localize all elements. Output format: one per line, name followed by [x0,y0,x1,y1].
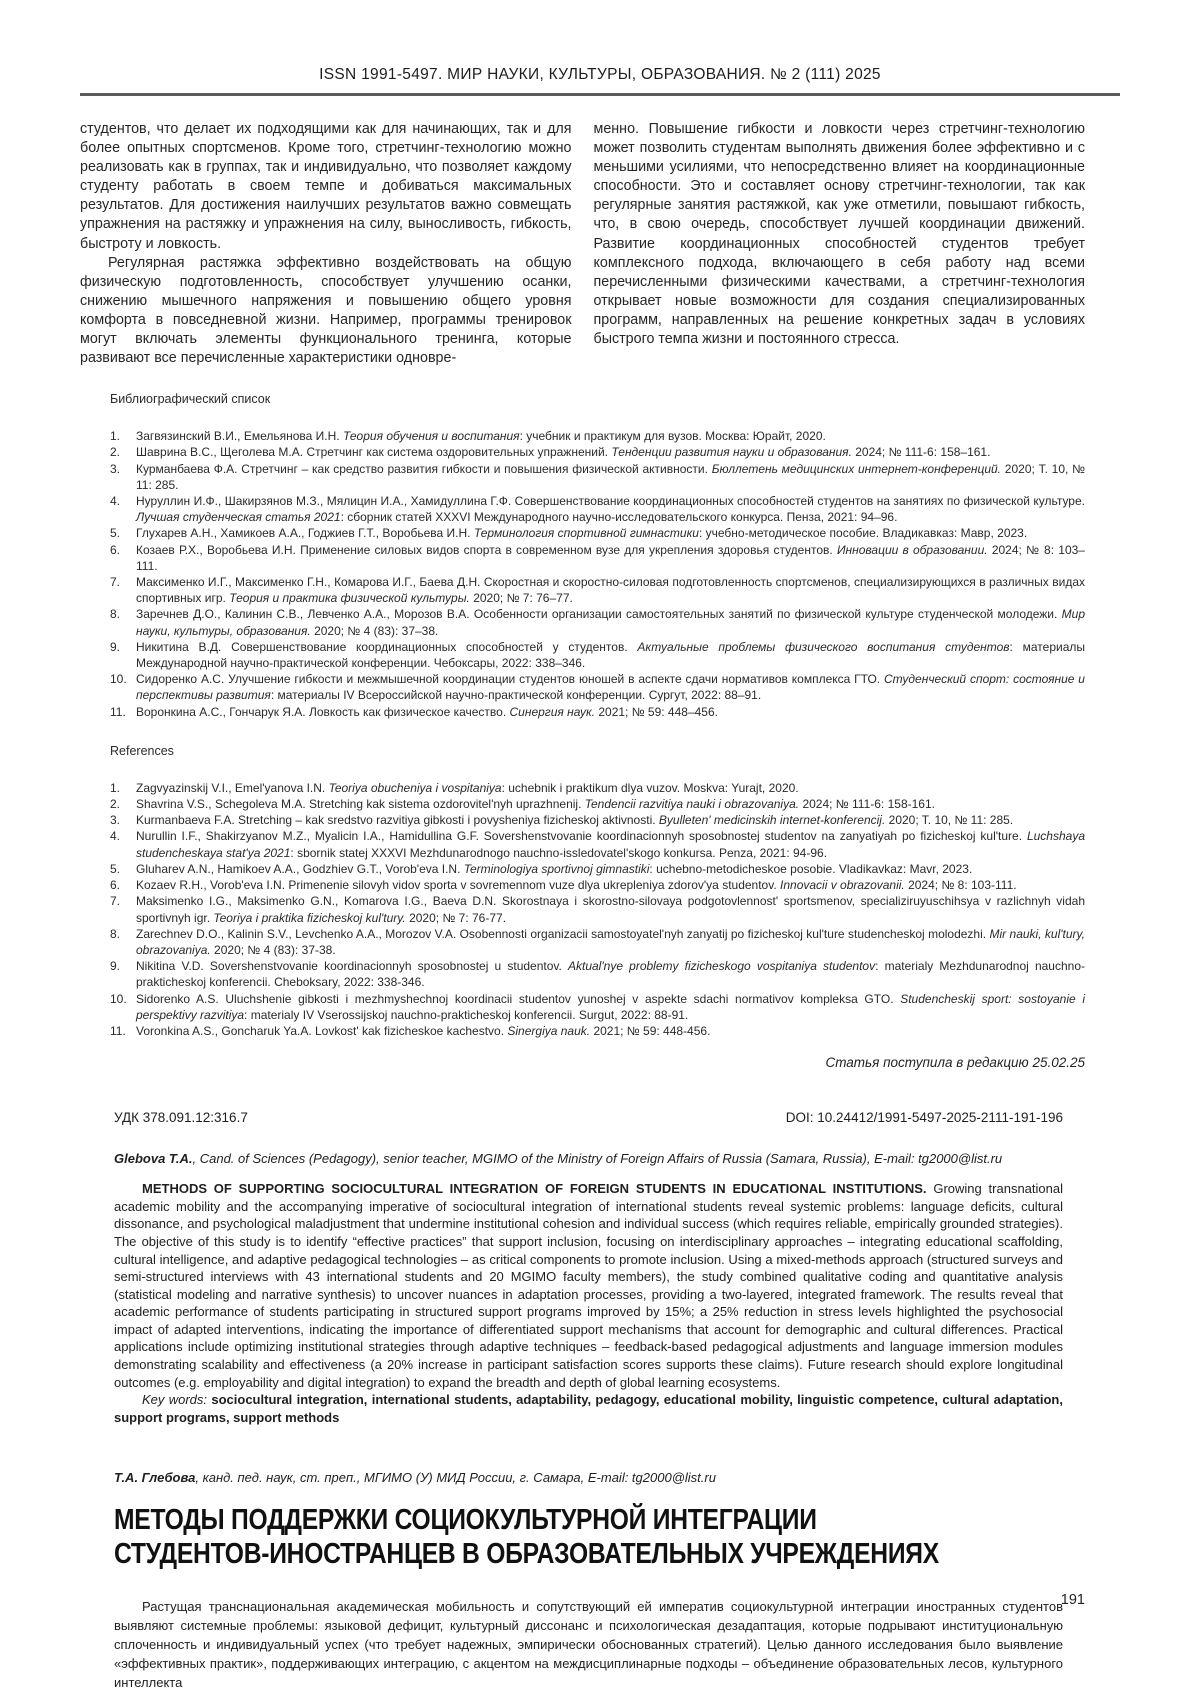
reference-item-number: 9. [110,639,121,654]
reference-source-italic: Теория обучения и воспитания [342,429,520,444]
author-line-ru [114,1470,1063,1485]
bibliography-list [80,428,1085,720]
reference-text: Voronkina A.S., Goncharuk Ya.A. Lovkost' kak fizicheskoe kachestvo. [136,1023,508,1038]
reference-text: Загвязинский В.И., Емельянова И.Н. [136,429,343,444]
reference-text: : учебник и практикум для вузов. Москва: Юрайт, 2020. [519,429,826,444]
right-column [594,120,1086,368]
left-column [80,120,572,368]
author-name-ru: Т.А. Глебова [114,1470,196,1486]
reference-item-number: 8. [110,926,121,941]
article-continuation [80,120,1085,368]
bibliography-section [80,392,1085,720]
abstract-body-en: Growing transnational academic mobility and the accompanying imperative of sociocultural integration of international students reveal systemic problems: language deficits, cultural dissonance, and psychological maladjustment that undermine institutional cohesion and individual success (which requires reliable, empirically grounded strategies). The objective of this study is to identify “effective practices” that support inclusion, focusing on interdisciplinary approaches – integrating educational scaffolding, cultural intelligence, and adaptive pedagogical technologies – as critical components to promote inclusion. Using a mixed-methods approach (structured surveys and semi-structured interviews with 43 international students and 20 MGIMO faculty members), the study combined qualitative coding and quantitative analysis (statistical modeling and narrative synthesis) to uncover nuances in adaptation processes, providing a two-layered, integrated framework. The results reveal that academic performance of students participating in structured support programs improved by 15%; a 25% reduction in stress levels highlighted the psychosocial impact of adapted interventions, indicating the importance of differentiated support mechanisms that account for demographic and cultural differences. Practical applications include optimizing institutional strategies through adaptive techniques – feedback-based pedagogical adjustments and language immersion modules demonstrating scalability and effectiveness (a 20% increase in participant satisfaction scores supports these claims). Future research should explore longitudinal outcomes (e.g. employability and digital integration) to expand the breadth and depth of global learning ecosystems. [114,1181,1063,1390]
reference-item-number: 3. [110,461,121,476]
reference-item [110,812,1085,828]
reference-text: Нуруллин И.Ф., Шакирзянов М.З., Мялицин И.А., Хамидуллина Г.Ф. Совершенствование координационных способностей студентов на занятиях по физической культуре. [136,494,1085,509]
reference-text: : материалы Международной научно-практической конференции. Чебоксары, 2022: 338–346. [136,639,1085,671]
reference-item [110,780,1085,796]
reference-text: 2020; № 4 (83): 37–38. [310,623,439,638]
reference-text: Nikitina V.D. Sovershenstvovanie koordinacionnyh sposobnostej u studentov. [136,959,568,974]
reference-source-italic: Byulleten' medicinskih internet-konferencij. [658,813,886,828]
reference-text: 2021; № 59: 448–456. [595,704,718,719]
reference-text: Nurullin I.F., Shakirzyanov M.Z., Myalicin I.A., Hamidullina G.F. Sovershenstvovanie koordinacionnyh sposobnostej studentov na zanyatiyah po fizicheskoj kul'ture. [136,829,1027,844]
reference-item [110,877,1085,893]
reference-source-italic: Innovacii v obrazovanii. [780,878,905,893]
reference-item-number: 10. [110,991,127,1006]
reference-source-italic: Teoriya obucheniya i vospitaniya [328,780,502,795]
reference-text: : uchebnik i praktikum dlya vuzov. Moskva: Yurajt, 2020. [501,780,799,795]
reference-source-italic: Studencheskij sport: sostoyanie i perspektivy razvitiya [136,991,1085,1022]
reference-text: 2020; № 7: 76–77. [469,591,573,606]
reference-source-italic: Мир науки, культуры, образования. [136,607,1085,638]
meta-row [114,1110,1063,1125]
reference-item [110,444,1085,460]
abstract-en [114,1180,1063,1391]
reference-text: : uchebno-metodicheskoe posobie. Vladikavkaz: Mavr, 2023. [649,861,973,876]
paragraph: Регулярная растяжка эффективно воздействовать на общую физическую подготовленность, способствует улучшению осанки, снижению мышечного напряжения и повышению общего уровня комфорта в повседневной жизни. Например, программы тренировок могут включать элементы функционального тренинга, которые развивают все перечисленные характеристики одновре- [80,254,572,367]
header-rule [80,93,1120,96]
reference-text: Zarechnev D.O., Kalinin S.V., Levchenko A.A., Morozov V.A. Osobennosti organizacii samostoyatel'nyh zanyatij po fizicheskoj kul'ture studencheskoj molodezhi. [136,926,990,941]
references-section [80,744,1085,1039]
abstract-title-en: METHODS OF SUPPORTING SOCIOCULTURAL INTEGRATION OF FOREIGN STUDENTS IN EDUCATIONAL INSTITUTIONS. [142,1181,927,1197]
author-affiliation-ru: , канд. пед. наук, ст. преп., МГИМО (У) МИД России, г. Самара, E-mail: tg2000@list.ru [195,1470,716,1486]
reference-text: Maksimenko I.G., Maksimenko G.N., Komarova I.G., Baeva D.N. Skorostnaya i skorostno-silovaya podgotovlennost' sportsmenov, specializiruyuschihsya v razlichnyh vidah sportivnyh igr. [136,894,1085,925]
reference-item [110,671,1085,703]
reference-item-number: 3. [110,813,121,828]
reference-source-italic: Синергия наук. [509,704,596,719]
reference-text: Kurmanbaeva F.A. Stretching – kak sredstvo razvitiya gibkosti i povysheniya fizicheskoj aktivnosti. [136,813,659,828]
reference-item-number: 4. [110,494,121,509]
reference-source-italic: Tendencii razvitiya nauki i obrazovaniya. [584,797,800,812]
article-title-line1: МЕТОДЫ ПОДДЕРЖКИ СОЦИОКУЛЬТУРНОЙ ИНТЕГРАЦИИ [114,1504,817,1537]
reference-item-number: 6. [110,542,121,557]
reference-item-number: 9. [110,959,121,974]
reference-item-number: 5. [110,861,121,876]
reference-item-number: 5. [110,526,121,541]
reference-text: Козаев Р.Х., Воробьева И.Н. Применение силовых видов спорта в современном вузе для укрепления здоровья студентов. [136,542,837,557]
page-number: 191 [1060,1592,1085,1608]
reference-source-italic: Бюллетень медицинских интернет-конференций. [711,461,1002,476]
journal-header-line: ISSN 1991-5497. МИР НАУКИ, КУЛЬТУРЫ, ОБРАЗОВАНИЯ. № 2 (111) 2025 [319,66,881,83]
reference-item [110,861,1085,877]
reference-text: Kozaev R.H., Vorob'eva I.N. Primenenie silovyh vidov sporta v sovremennom vuze dlya ukrepleniya zdorov'ya studentov. [136,878,781,893]
reference-item-number: 1. [110,429,121,444]
reference-item [110,893,1085,925]
reference-text: : сборник статей XXXVI Международного научно-исследовательского конкурса. Пенза, 2021: 94–96. [340,510,898,525]
reference-item-number: 10. [110,672,127,687]
reference-item-number: 1. [110,780,121,795]
reference-text: : учебно-методическое пособие. Владикавказ: Мавр, 2023. [698,526,1028,541]
reference-item-number: 2. [110,797,121,812]
received-note: Статья поступила в редакцию 25.02.25 [825,1055,1085,1071]
reference-item [110,428,1085,444]
reference-source-italic: Студенческий спорт: состояние и перспективы развития [136,672,1085,703]
reference-text: : materialy IV Vserossijskoj nauchno-prakticheskoj konferencii. Surgut, 2022: 88-91. [244,1007,689,1022]
reference-source-italic: Терминология спортивной гимнастики [473,526,699,541]
reference-item-number: 11. [110,1023,126,1038]
reference-item [110,1023,1085,1039]
reference-item-number: 7. [110,894,121,909]
reference-item [110,828,1085,860]
reference-text: 2024; № 111-6: 158-161. [799,797,935,812]
reference-text: Заречнев Д.О., Калинин С.В., Левченко А.А., Морозов В.А. Особенности организации самостоятельных занятий по физической культуре студенческой молодежи. [136,607,1062,622]
reference-source-italic: Актуальные проблемы физического воспитания студентов [637,639,1010,654]
reference-source-italic: Инновации в образовании. [836,542,988,557]
references-list [80,780,1085,1039]
reference-item [110,461,1085,493]
reference-source-italic: Terminologiya sportivnoj gimnastiki [463,861,650,876]
article-title-line2: СТУДЕНТОВ-ИНОСТРАНЦЕВ В ОБРАЗОВАТЕЛЬНЫХ УЧРЕЖДЕНИЯХ [114,1538,939,1571]
reference-text: Sidorenko A.S. Uluchshenie gibkosti i mezhmyshechnoj koordinacii studentov yunoshej v aspekte sdachi normativov kompleksa GTO. [136,991,901,1006]
reference-item-number: 8. [110,607,121,622]
reference-text: : материалы IV Всероссийской научно-практической конференции. Сургут, 2022: 88–91. [270,688,762,703]
reference-text: Gluharev A.N., Hamikoev A.A., Godzhiev G.T., Vorob'eva I.N. [136,861,464,876]
reference-text: Воронкина А.С., Гончарук Я.А. Ловкость как физическое качество. [136,704,510,719]
reference-source-italic: Теория и практика физической культуры. [229,591,470,606]
reference-text: Никитина В.Д. Совершенствование координационных способностей у студентов. [136,639,638,654]
author-name-en: Glebova T.A. [114,1151,193,1167]
reference-text: 2020; № 4 (83): 37-38. [210,942,336,957]
reference-item [110,606,1085,638]
reference-item [110,704,1085,720]
keywords-text: sociocultural integration, international students, adaptability, pedagogy, educational mobility, linguistic competence, cultural adaptation, support programs, support methods [114,1392,1063,1425]
reference-source-italic: Sinergiya nauk. [507,1023,591,1038]
bibliography-heading: Библиографический список [110,392,271,407]
reference-text: Шаврина В.С., Щеголева М.А. Стретчинг как система оздоровительных упражнений. [136,445,612,460]
reference-item [110,525,1085,541]
reference-item [110,542,1085,574]
keywords-en [114,1391,1063,1426]
reference-item [110,574,1085,606]
udc-code: УДК 378.091.12:316.7 [114,1110,248,1126]
reference-source-italic: Mir nauki, kul'tury, obrazovaniya. [136,926,1085,957]
keywords-label: Key words: [142,1392,208,1408]
reference-item [110,639,1085,671]
reference-item-number: 7. [110,575,121,590]
reference-text: : sbornik statej XXXVI Mezhdunarodnogo nauchno-issledovatel'skogo konkursa. Penza, 2021: 94-96. [290,845,828,860]
doi-code: DOI: 10.24412/1991-5497-2025-2111-191-196 [785,1110,1063,1126]
paragraph-continuation: студентов, что делает их подходящими как для начинающих, так и для более опытных спортсменов. Кроме того, стретчинг-технологию можно реализовать как в группах, так и индивидуально, что позволяет каждому студенту работать в своем темпе и добиваться максимальных результатов. Для достижения наилучших результатов важно совмещать упражнения на растяжку и упражнения на силу, выносливость, гибкость, быстроту и ловкость. [80,121,572,252]
reference-source-italic: Тенденции развития науки и образования. [611,445,852,460]
reference-item [110,991,1085,1023]
reference-text: 2024; № 8: 103-111. [904,878,1017,893]
reference-item-number: 11. [110,704,126,719]
abstract-ru: Растущая транснациональная академическая мобильность и сопутствующий ей императив социокультурной интеграции иностранных студентов выявляют системные проблемы: языковой дефицит, культурный диссонанс и психологическая дезадаптация, которые подрывают институциональную сплоченность и индивидуальный успех (что требует надежных, эмпирически обоснованных стратегий). Целью данного исследования было выявление «эффективных практик», поддерживающих интеграцию, с акцентом на междисциплинарные подходы – объединение образовательных лесов, культурного интеллекта [114,1599,1063,1691]
reference-text: Shavrina V.S., Schegoleva M.A. Stretching kak sistema ozdorovitel'nyh uprazhnenij. [136,797,585,812]
reference-text: 2020; № 7: 76-77. [405,910,507,925]
author-line-en [114,1151,1063,1166]
author-affiliation-en: , Cand. of Sciences (Pedagogy), senior teacher, MGIMO of the Ministry of Foreign Affairs of Russia (Samara, Russia), E-mail: tg2000@list.ru [192,1151,1003,1167]
reference-text: Сидоренко А.С. Улучшение гибкости и межмышечной координации студентов юношей в аспекте сдачи нормативов комплекса ГТО. [136,672,885,687]
reference-text: 2020; T. 10, № 11: 285. [885,813,1014,828]
reference-source-italic: Aktual'nye problemy fizicheskogo vospitaniya studentov [568,959,876,974]
reference-item [110,493,1085,525]
article-title-ru [114,1503,1063,1571]
reference-text: Zagvyazinskij V.I., Emel'yanova I.N. [136,780,329,795]
article-head-block [114,1110,1063,1692]
paragraph-continuation: менно. Повышение гибкости и ловкости через стретчинг-технологию может позволить студентам выполнять движения более эффективно и с меньшими усилиями, что непосредственно влияет на координационные способности. Это и составляет основу стретчинг-технологии, так как регулярные занятия растяжкой, как уже отметили, повышают гибкость, что, в свою очередь, способствует лучшей координации движений. Развитие координационных способностей студентов требует комплексного подхода, включающего в себя работу над всеми перечисленными физическими качествами, а стретчинг-технология открывает новые возможности для создания специализированных программ, направленных на решение конкретных задач в условиях быстрого темпа жизни и постоянного стресса. [593,121,1085,348]
reference-source-italic: Luchshaya studencheskaya stat'ya 2021 [136,829,1085,860]
reference-text: Максименко И.Г., Максименко Г.Н., Комарова И.Г., Баева Д.Н. Скоростная и скоростно-силовая подготовленность спортсменов, специализирующихся в различных видах спортивных игр. [136,575,1085,606]
reference-item [110,796,1085,812]
references-heading: References [110,743,174,758]
reference-text: : materialy Mezhdunarodnoj nauchno-prakticheskoj konferencii. Cheboksary, 2022: 338-346. [136,959,1085,990]
reference-text: 2024; № 8: 103–111. [136,542,1085,573]
reference-item [110,958,1085,990]
reference-source-italic: Teoriya i praktika fizicheskoj kul'tury. [213,910,406,925]
reference-text: 2020; Т. 10, № 11: 285. [136,461,1085,492]
reference-item [110,926,1085,958]
reference-text: 2024; № 111-6: 158–161. [851,445,991,460]
reference-item-number: 4. [110,829,121,844]
reference-text: Глухарев А.Н., Хамикоев А.А., Годжиев Г.Т., Воробьева И.Н. [136,526,474,541]
reference-text: 2021; № 59: 448-456. [590,1023,711,1038]
reference-item-number: 6. [110,878,121,893]
reference-item-number: 2. [110,445,121,460]
reference-source-italic: Лучшая студенческая статья 2021 [136,510,341,525]
reference-text: Курманбаева Ф.А. Стретчинг – как средство развития гибкости и повышения физической активности. [136,461,712,476]
